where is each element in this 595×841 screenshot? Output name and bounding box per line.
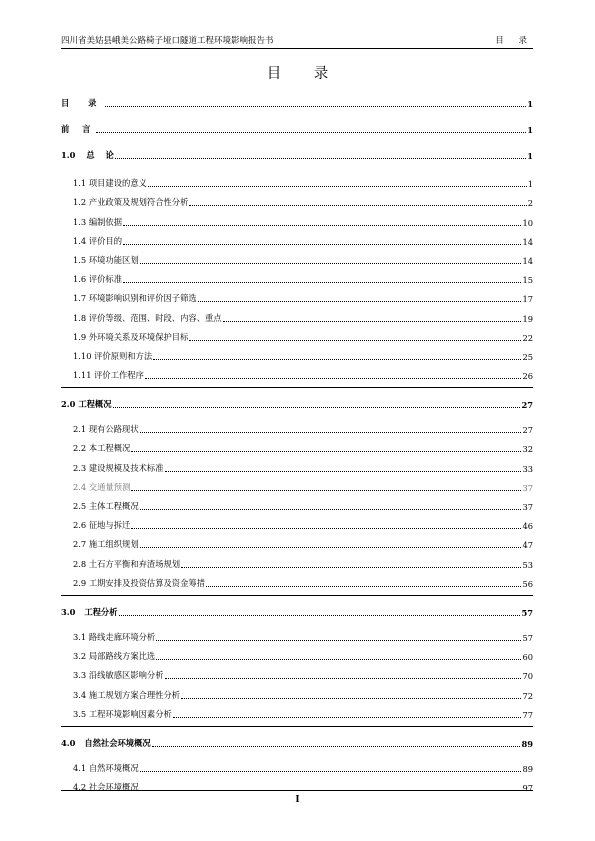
toc-entry-page: 77: [522, 709, 533, 720]
toc-entry-label: 1.6 评价标准: [73, 274, 123, 285]
toc-entry-page: 97: [522, 783, 533, 794]
toc-entry-page: 27: [522, 425, 533, 436]
toc-entry-page: 1: [527, 151, 533, 161]
toc-entry-page: 14: [522, 236, 533, 247]
toc-entry-chapter-4[interactable]: [61, 732, 533, 749]
toc-entry-label: 4.0 自然社会环境概况: [61, 737, 151, 748]
toc-entry-label: 2.8 土石方平衡和弃渣场规划: [73, 558, 181, 569]
chapter-divider: [61, 387, 533, 388]
toc-entry-label: 1.11 评价工作程序: [73, 370, 144, 381]
toc-entry-page: 1: [527, 125, 533, 135]
toc-entry-page: 37: [522, 502, 533, 512]
table-of-contents: [61, 91, 533, 793]
toc-entry-page: 1: [527, 179, 533, 190]
toc-entry-label: 1.0 总 论: [61, 150, 114, 160]
toc-entry-page: 89: [522, 763, 533, 774]
toc-entry-2-1[interactable]: [61, 416, 533, 435]
toc-entry-2-9[interactable]: [61, 570, 533, 589]
toc-entry-page: 53: [522, 559, 533, 570]
toc-entry-page: 70: [522, 671, 533, 682]
toc-entry-3-2[interactable]: [61, 643, 533, 662]
toc-entry-page: 19: [522, 313, 533, 324]
toc-entry-label: 3.5 工程环境影响因素分析: [73, 708, 172, 719]
toc-entry-label: 前 言: [61, 124, 96, 134]
toc-entry-3-1[interactable]: [61, 624, 533, 643]
toc-entry-page: 26: [522, 371, 533, 382]
toc-entry-page: 2: [527, 198, 533, 209]
toc-entry-page: 57: [521, 607, 533, 618]
toc-entry-label: 2.4 交通量预测: [73, 481, 131, 492]
toc-entry-page: 37: [522, 482, 533, 493]
toc-entry-page: 46: [522, 521, 533, 532]
toc-entry-page: 89: [521, 738, 533, 749]
toc-entry-label: 3.3 沿线敏感区影响分析: [73, 670, 164, 681]
toc-entry-label: 1.5 环境功能区划: [73, 254, 139, 265]
toc-entry-label: 4.2 社会环境概况: [73, 782, 139, 793]
toc-entry-label: 2.2 本工程概况: [73, 443, 131, 454]
toc-entry-label: 2.1 现有公路现状: [73, 424, 139, 435]
toc-entry-3-4[interactable]: [61, 681, 533, 700]
toc-entry-page: 60: [522, 652, 533, 663]
toc-entry-2-8[interactable]: [61, 550, 533, 569]
toc-entry-label: 3.2 局部路线方案比选: [73, 651, 156, 662]
toc-entry-page: 72: [522, 690, 533, 701]
toc-entry-contents[interactable]: [61, 91, 533, 109]
toc-entry-label: 4.1 自然环境概况: [73, 762, 139, 773]
toc-entry-label: 2.7 施工组织规划: [73, 539, 139, 550]
toc-entry-1-4[interactable]: [61, 228, 533, 247]
toc-entry-4-1[interactable]: [61, 755, 533, 774]
toc-entry-label: 1.7 环境影响识别和评价因子筛选: [73, 293, 197, 304]
toc-entry-2-2[interactable]: [61, 435, 533, 454]
page-number: I: [295, 795, 300, 805]
running-header: [61, 36, 533, 49]
toc-entry-2-4[interactable]: [61, 474, 533, 493]
toc-entry-label: 1.3 编制依据: [73, 216, 123, 227]
toc-entry-label: 3.4 施工规划方案合理性分析: [73, 689, 181, 700]
toc-entry-1-1[interactable]: [61, 170, 533, 189]
toc-entry-label: 2.5 主体工程概况: [73, 501, 139, 511]
toc-entry-2-7[interactable]: [61, 531, 533, 550]
footer-rule: [61, 790, 533, 791]
toc-entry-label: 2.9 工期安排及投资估算及资金筹措: [73, 577, 205, 588]
chapter-divider: [61, 595, 533, 596]
toc-entry-3-5[interactable]: [61, 701, 533, 720]
toc-entry-chapter-3[interactable]: [61, 601, 533, 618]
toc-entry-page: 15: [522, 275, 533, 286]
toc-entry-label: 1.9 外环境关系及环境保护目标: [73, 331, 189, 342]
toc-entry-1-7[interactable]: [61, 285, 533, 304]
toc-entry-page: 56: [522, 578, 533, 589]
toc-entry-page: 27: [521, 400, 533, 411]
toc-entry-page: 32: [522, 444, 533, 455]
toc-entry-1-6[interactable]: [61, 266, 533, 285]
toc-entry-label: 1.8 评价等级、范围、时段、内容、重点: [73, 312, 222, 323]
toc-entry-label: 1.4 评价目的: [73, 235, 123, 246]
toc-entry-1-2[interactable]: [61, 189, 533, 208]
toc-entry-label: 2.6 征地与拆迁: [73, 520, 131, 531]
toc-entry-page: 57: [522, 632, 533, 643]
toc-entry-2-5[interactable]: [61, 493, 533, 512]
toc-entry-3-3[interactable]: [61, 662, 533, 681]
toc-entry-2-6[interactable]: [61, 512, 533, 531]
toc-entry-page: 10: [522, 217, 533, 228]
toc-entry-1-3[interactable]: [61, 208, 533, 227]
toc-entry-label: 3.1 路线走廊环境分析: [73, 631, 156, 642]
toc-entry-label: 目 录: [61, 98, 105, 108]
toc-entry-page: 1: [527, 99, 533, 109]
toc-entry-chapter-1[interactable]: [61, 135, 533, 161]
toc-entry-page: 33: [522, 463, 533, 474]
toc-entry-label: 2.0 工程概况: [61, 399, 112, 410]
toc-entry-1-5[interactable]: [61, 247, 533, 266]
toc-entry-1-11[interactable]: [61, 362, 533, 381]
toc-entry-1-10[interactable]: [61, 343, 533, 362]
toc-entry-page: 14: [522, 255, 533, 266]
toc-entry-label: 2.3 建设规模及技术标准: [73, 462, 164, 473]
toc-entry-1-8[interactable]: [61, 304, 533, 323]
toc-entry-chapter-2[interactable]: [61, 393, 533, 410]
toc-entry-label: 1.1 项目建设的意义: [73, 178, 147, 189]
header-document-title: 四川省美姑县峨美公路椅子垭口隧道工程环境影响报告书: [61, 36, 274, 46]
toc-entry-page: 22: [522, 332, 533, 343]
toc-entry-1-9[interactable]: [61, 324, 533, 343]
toc-entry-label: 1.10 评价原则和方法: [73, 350, 153, 361]
page-title: 目 录: [266, 66, 343, 82]
toc-entry-page: 47: [522, 540, 533, 551]
chapter-divider: [61, 726, 533, 727]
toc-entry-label: 1.2 产业政策及规划符合性分析: [73, 197, 189, 208]
toc-entry-page: 17: [522, 294, 533, 305]
toc-entry-2-3[interactable]: [61, 454, 533, 473]
toc-entry-preface[interactable]: [61, 109, 533, 135]
toc-entry-label: 3.0 工程分析: [61, 606, 118, 617]
toc-entry-page: 25: [522, 351, 533, 362]
header-section-label: 目 录: [495, 36, 533, 46]
